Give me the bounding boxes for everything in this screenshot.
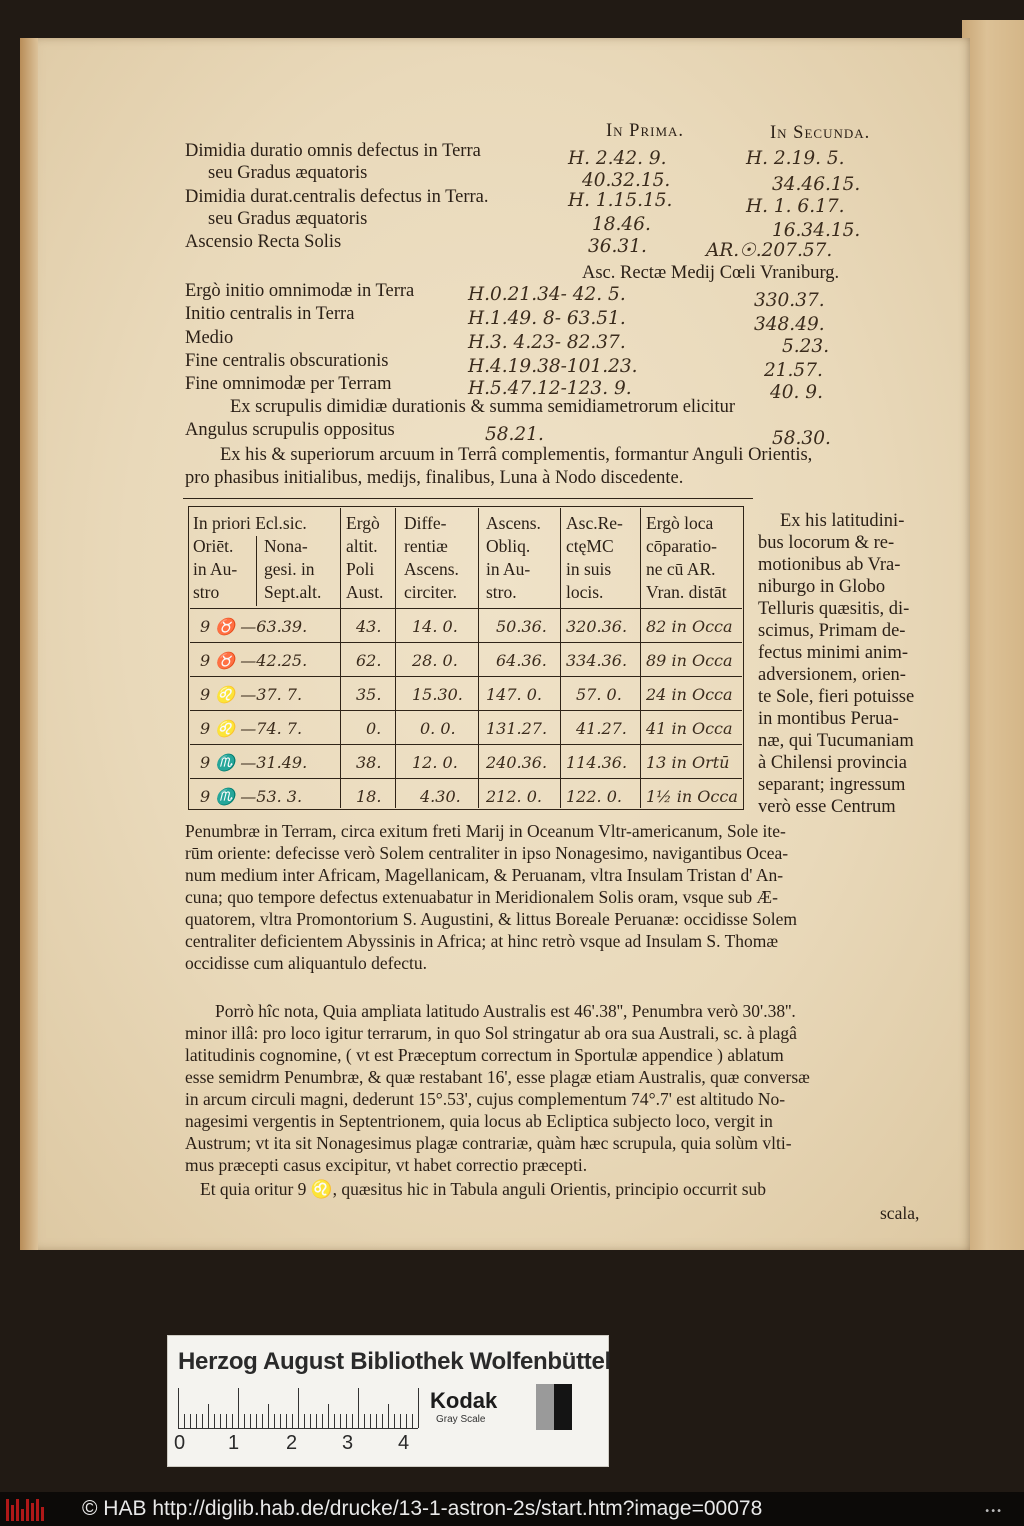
row-value: 330.37. — [754, 290, 825, 311]
table-cell: 41 in Occa — [646, 719, 733, 738]
ruler-number: 3 — [342, 1432, 354, 1454]
table-cell: 38. — [356, 753, 382, 772]
row-rule — [190, 642, 742, 643]
body-line: rūm oriente: defecisse verò Solem centraliter in ipso Nonagesimo, navigantibus Ocea- — [185, 843, 789, 863]
table-top-rule — [183, 498, 753, 499]
body-line: latitudinis cognomine, ( vt est Præceptum correctum in Sportulæ appendice ) ablatum — [185, 1045, 784, 1065]
table-cell: 9 ♌ —37. 7. — [200, 685, 303, 704]
side-text-line: fectus minimi anim- — [758, 643, 909, 663]
table-cell: 1½ in Occa — [646, 787, 738, 806]
table-header: ctęMC — [566, 536, 614, 556]
row-value: 18.46. — [592, 214, 651, 235]
table-cell: 15.30. — [412, 685, 463, 704]
table-cell: 131.27. — [486, 719, 548, 738]
body-line: quatorem, vltra Promontorium S. Augustini, & littus Boreale Peruanæ: occidisse Solem — [185, 909, 797, 929]
side-text-line: Telluris quæsitis, di- — [758, 599, 910, 619]
ruler-number: 2 — [286, 1432, 298, 1454]
body-line: Et quia oritur 9 ♌, quæsitus hic in Tabula anguli Orientis, principio occurrit sub — [200, 1179, 767, 1199]
table-cell: 9 ♉ —63.39. — [200, 617, 308, 636]
body-line: centraliter deficientem Abyssinis in Africa; at hinc retrò vsque ad Insulam S. Thomæ — [185, 931, 779, 951]
table-cell: 28. 0. — [412, 651, 458, 670]
table-cell: 43. — [356, 617, 382, 636]
row-value: H.1.49. 8- 63.51. — [468, 308, 626, 329]
body-line: Porrò hîc nota, Quia ampliata latitudo Australis est 46'.38'', Penumbra verò 30'.38''. — [215, 1001, 796, 1021]
adjacent-page — [962, 20, 1024, 1250]
table-cell: 18. — [356, 787, 382, 806]
table-cell: 122. 0. — [566, 787, 622, 806]
table-cell: 50.36. — [496, 617, 547, 636]
ruler-number: 4 — [398, 1432, 410, 1454]
table-cell: 12. 0. — [412, 753, 458, 772]
black-swatch — [554, 1384, 572, 1430]
row-value: 21.57. — [764, 360, 823, 381]
library-name: Herzog August Bibliothek Wolfenbüttel — [178, 1348, 611, 1375]
table-cell: 14. 0. — [412, 617, 458, 636]
table-cell: 4.30. — [420, 787, 461, 806]
table-header: Nona- — [264, 536, 308, 556]
kodak-logo: Kodak — [430, 1388, 498, 1413]
table-header: rentiæ — [404, 536, 448, 556]
row-value: 5.23. — [782, 336, 830, 357]
table-cell: 147. 0. — [486, 685, 542, 704]
table-header: Ascens. — [486, 513, 541, 533]
table-cell: 82 in Occa — [646, 617, 733, 636]
row-label: Medio — [185, 328, 234, 348]
body-line: mus præcepti casus excipitur, vt habet correctio præcepti. — [185, 1155, 588, 1175]
row-label: Dimidia durat.centralis defectus in Terra. — [185, 187, 489, 207]
row-rule — [190, 744, 742, 745]
row-value: 16.34.15. — [772, 220, 861, 241]
row-value: H. 1.15.15. — [568, 190, 673, 211]
page-gutter — [20, 38, 38, 1250]
table-header: in Au- — [486, 559, 531, 579]
gray-scale-label: Gray Scale — [436, 1414, 486, 1425]
table-header: Oriēt. — [193, 536, 234, 556]
table-cell: 89 in Occa — [646, 651, 733, 670]
table-header: stro. — [486, 582, 517, 602]
footer-bar — [0, 1492, 1024, 1526]
hab-logo-icon — [6, 1497, 48, 1521]
table-header: in suis — [566, 559, 612, 579]
paragraph-line: pro phasibus initialibus, medijs, finalibus, Luna à Nodo discedente. — [185, 468, 684, 488]
row-value: H.0.21.34- 42. 5. — [468, 284, 626, 305]
row-label: Ascensio Recta Solis — [185, 232, 342, 252]
table-cell: 9 ♌ —74. 7. — [200, 719, 303, 738]
table-cell: 64.36. — [496, 651, 547, 670]
body-line: minor illâ: pro loco igitur terrarum, in quo Sol stringatur ab ora sua Australi, sc. à plagâ — [185, 1023, 797, 1043]
paragraph-line: Ex scrupulis dimidiæ durationis & summa semidiametrorum elicitur — [230, 397, 736, 417]
row-value: AR.☉.207.57. — [706, 240, 833, 261]
row-value: H. 2.19. 5. — [746, 148, 845, 169]
row-value: H. 2.42. 9. — [568, 148, 667, 169]
table-cell: 0. 0. — [420, 719, 456, 738]
ruler-number: 1 — [228, 1432, 240, 1454]
catchword: scala, — [880, 1203, 920, 1223]
table-cell: 240.36. — [486, 753, 548, 772]
row-label: Initio centralis in Terra — [185, 304, 355, 324]
row-value: H. 1. 6.17. — [746, 196, 845, 217]
gray-swatch — [536, 1384, 554, 1430]
table-header: Obliq. — [486, 536, 531, 556]
column-divider — [640, 508, 641, 808]
table-header: Ergò loca — [646, 513, 714, 533]
menu-dots-icon: ••• — [984, 1506, 1002, 1517]
table-cell: 35. — [356, 685, 382, 704]
row-value: 36.31. — [588, 236, 647, 257]
body-line: num medium inter Africam, Magellanicam, & Peruanam, vltra Insulam Tristan d' An- — [185, 865, 784, 885]
table-header: Ascens. — [404, 559, 459, 579]
side-text-line: Ex his latitudini- — [780, 511, 905, 531]
body-line: occidisse cum aliquantulo defectu. — [185, 953, 428, 973]
row-label: Ergò initio omnimodæ in Terra — [185, 281, 415, 301]
row-value: H.4.19.38-101.23. — [468, 356, 638, 377]
table-header: cōparatio- — [646, 536, 717, 556]
header-rule — [190, 608, 742, 609]
table-cell: 9 ♏ —31.49. — [200, 753, 308, 772]
table-cell: 9 ♏ —53. 3. — [200, 787, 303, 806]
side-text-line: separant; ingressum — [758, 775, 906, 795]
row-label: Dimidia duratio omnis defectus in Terra — [185, 141, 481, 161]
column-divider — [478, 508, 479, 808]
row-label: Fine omnimodæ per Terram — [185, 374, 392, 394]
table-header: In priori Ecl.sic. — [193, 513, 307, 533]
body-line: Austrum; vt ita sit Nonagesimus plagæ contrariæ, quàm hæc scrupula, quia solùm vlti- — [185, 1133, 792, 1153]
table-header: altit. — [346, 536, 378, 556]
table-header: circiter. — [404, 582, 457, 602]
table-cell: 114.36. — [566, 753, 628, 772]
asc-header: Asc. Rectæ Medij Cœli Vraniburg. — [582, 263, 840, 283]
column-header-secunda: In Secunda. — [770, 123, 871, 143]
table-cell: 41.27. — [576, 719, 627, 738]
table-header: in Au- — [193, 559, 238, 579]
column-divider — [560, 508, 561, 808]
table-cell: 212. 0. — [486, 787, 542, 806]
table-header: Sept.alt. — [264, 582, 322, 602]
paragraph-line: Angulus scrupulis oppositus — [185, 420, 395, 440]
ruler-number: 0 — [174, 1432, 186, 1454]
table-cell: 13 in Ortū — [646, 753, 730, 772]
row-label: seu Gradus æquatoris — [208, 163, 368, 183]
row-rule — [190, 676, 742, 677]
table-cell: 320.36. — [566, 617, 628, 636]
row-value: 40. 9. — [770, 382, 823, 403]
table-cell: 24 in Occa — [646, 685, 733, 704]
book-page — [20, 38, 970, 1250]
ruler — [178, 1388, 418, 1429]
column-divider — [340, 508, 341, 808]
side-text-line: in montibus Perua- — [758, 709, 899, 729]
row-label: seu Gradus æquatoris — [208, 209, 368, 229]
table-header: Vran. distāt — [646, 582, 727, 602]
side-text-line: niburgo in Globo — [758, 577, 886, 597]
angle-value: 58.30. — [772, 428, 831, 449]
body-line: nagesimi vergentis in Septentrionem, quia locus ab Ecliptica subjecto loco, vergit in — [185, 1111, 773, 1131]
table-cell: 334.36. — [566, 651, 628, 670]
side-text-line: te Sole, fieri potuisse — [758, 687, 915, 707]
row-label: Fine centralis obscurationis — [185, 351, 389, 371]
table-cell: 57. 0. — [576, 685, 622, 704]
side-text-line: à Chilensi provincia — [758, 753, 907, 773]
row-value: 34.46.15. — [772, 174, 861, 195]
column-divider — [256, 536, 257, 606]
side-text-line: adversionem, orien- — [758, 665, 906, 685]
body-line: esse semidrm Penumbræ, & quæ restabant 16', esse plagæ etiam Australis, quæ conversæ — [185, 1067, 810, 1087]
table-header: stro — [193, 582, 220, 602]
row-value: 348.49. — [754, 314, 825, 335]
table-cell: 9 ♉ —42.25. — [200, 651, 308, 670]
table-header: Asc.Re- — [566, 513, 623, 533]
table-header: Diffe- — [404, 513, 447, 533]
table-cell: 62. — [356, 651, 382, 670]
paragraph-line: Ex his & superiorum arcuum in Terrâ complementis, formantur Anguli Orientis, — [220, 445, 813, 465]
table-header: gesi. in — [264, 559, 315, 579]
color-calibration-card — [167, 1335, 609, 1467]
body-line: in arcum circuli magni, dederunt 15°.53', cujus complementum 74°.7' est altitudo No- — [185, 1089, 786, 1109]
side-text-line: verò esse Centrum — [758, 797, 896, 817]
row-value: H.3. 4.23- 82.37. — [468, 332, 626, 353]
side-text-line: næ, qui Tucumaniam — [758, 731, 914, 751]
table-header: Ergò — [346, 513, 380, 533]
row-rule — [190, 710, 742, 711]
column-header-prima: In Prima. — [606, 121, 685, 141]
side-text-line: motionibus ab Vra- — [758, 555, 901, 575]
side-text-line: scimus, Primam de- — [758, 621, 906, 641]
angle-value: 58.21. — [485, 424, 544, 445]
table-header: Poli — [346, 559, 375, 579]
row-value: H.5.47.12-123. 9. — [468, 378, 632, 399]
table-header: ne cū AR. — [646, 559, 716, 579]
body-line: cuna; quo tempore defectus extenuabatur in Meridionalem Solis oram, vsque sub Æ- — [185, 887, 778, 907]
table-header: locis. — [566, 582, 604, 602]
column-divider — [395, 508, 396, 808]
row-rule — [190, 778, 742, 779]
side-text-line: bus locorum & re- — [758, 533, 895, 553]
copyright-url[interactable]: © HAB http://diglib.hab.de/drucke/13-1-astron-2s/start.htm?image=00078 — [82, 1497, 763, 1520]
row-value: 40.32.15. — [582, 170, 671, 191]
body-line: Penumbræ in Terram, circa exitum freti Marij in Oceanum Vltr-americanum, Sole ite- — [185, 821, 786, 841]
table-header: Aust. — [346, 582, 384, 602]
table-cell: 0. — [366, 719, 382, 738]
